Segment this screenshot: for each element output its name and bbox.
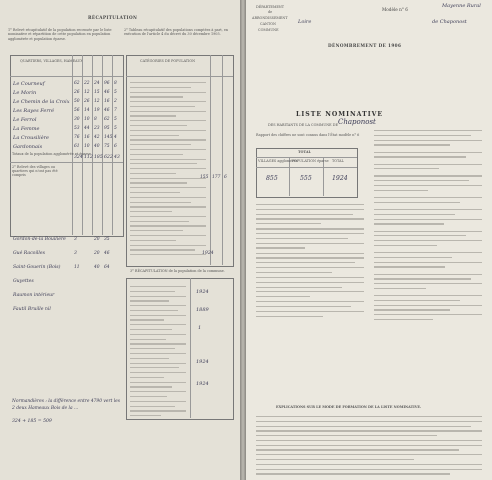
totals-col-1: VILLAGES agglomérés [258,159,298,163]
total-value-4: 622 [104,155,113,160]
village-value: 62 [74,81,80,86]
hand-department: Loire [298,19,312,25]
village-value: 10 [84,117,90,122]
village-name: Les Rayes Ferré [13,108,55,114]
village-name: La Crousilière [13,135,50,141]
village2-value: 46 [104,251,110,256]
village-name: Le Ferrol [13,117,37,123]
label-commune: COMMUNE [258,28,279,32]
village-value: 95 [104,126,110,131]
village-value: 61 [74,144,80,149]
recap-subtitle-1: 1° Relevé récapitulatif de la population recensée par le liste nominative et répartition de cette population en population agglomérée et population éparse. [8,28,112,41]
village-value: 145 [104,135,113,140]
village-value: 50 [74,99,80,104]
village-value: 56 [74,108,80,113]
totals-value-2: 555 [300,175,312,182]
village-value: 46 [104,90,110,95]
quartier-header: QUARTIERS, VILLAGES, HAMEAUX [20,59,83,63]
totals-box [256,148,358,198]
village-value: 5 [114,90,117,95]
village2-value: 3 [74,251,77,256]
recap-subtitle-2: 2° Tableau récapitulatif des populations comptées à part, en exécution de l'article 4 du décret du 30 décembre 1905. [124,28,229,37]
village-name: Le Courneuf [13,81,45,87]
village2-value: 11 [74,265,80,270]
totals-header: TOTAL [298,150,311,154]
village-value: 15 [94,90,100,95]
village-name: Le Morin [13,90,37,96]
village2-value: 40 [94,265,100,270]
village-value: 16 [84,135,90,140]
total-value-3: 185 [94,155,103,160]
recap-value-2: 1889 [196,307,209,313]
footnote-hand-2: 2 deux Hameaux Bois de la ... [12,406,79,411]
village-value: 23 [94,126,100,131]
village-value: 12 [94,99,100,104]
village2-value: 20 [94,237,100,242]
village-value: 44 [84,126,90,131]
label-de: de [268,10,273,14]
recap-population-title: 3° RÉCAPITULATION de la population de la commune. [130,269,225,273]
village2-value: 3 [74,237,77,242]
census-title: DÉNOMBREMENT DE 1906 [328,43,402,48]
village2-name: Gué Racoilles [13,251,45,256]
village-value: 46 [104,108,110,113]
village-value: 53 [74,126,80,131]
village-value: 7 [114,108,117,113]
recap-value-4: 1924 [196,359,209,365]
total-label: Totaux de la population agglomérée et éparse [12,152,91,156]
village-value: 22 [84,81,90,86]
village-value: 62 [104,117,110,122]
liste-title: LISTE NOMINATIVE [296,111,384,118]
village2-name: Raumon intérieur [13,293,55,298]
village-value: 26 [74,90,80,95]
village-name: Gardonnais [13,144,43,150]
village-value: 4 [114,135,117,140]
recap-value-5: 1924 [196,381,209,387]
village-value: 96 [104,81,110,86]
cat-total-2: 177 [212,175,221,180]
total-value-5: 43 [114,155,120,160]
village-value: 8 [94,117,97,122]
left-page [0,0,240,480]
right-page [246,0,492,480]
village-value: 19 [94,108,100,113]
model-label: Modèle n° 6 [382,7,408,12]
cat-grand-total: 1924 [202,251,214,256]
village2-value: 35 [104,237,110,242]
recap-value-1: 1924 [196,289,209,295]
instruction-title: EXPLICATIONS SUR LE MODE DE FORMATION DE LA LISTE NOMINATIVE. [276,405,422,409]
village-value: 30 [74,117,80,122]
village2-name: Fautil Bruille nil [13,307,51,312]
village-value: 24 [94,81,100,86]
commune-hand: Chaponost [338,118,376,126]
categories-header: CATÉGORIES DE POPULATION [140,59,196,63]
village2-value: 20 [94,251,100,256]
footnote-hand-3: 324 + 185 = 509 [12,419,52,424]
village-value: 42 [94,135,100,140]
totals-value-3: 1924 [332,175,348,182]
village2-name: Gordon-de-la Bouilière [13,237,66,242]
label-canton: CANTON [260,22,277,26]
totals-col-3: TOTAL [332,159,344,163]
village-value: 10 [84,144,90,149]
label-department: DÉPARTEMENT [256,5,285,9]
village-value: 40 [94,144,100,149]
liste-subtitle: DES HABITANTS DE LA COMMUNE DE [268,123,338,127]
corner-hand-top: Mayenne Rural [442,3,481,9]
village2-name: Guyettes [13,279,34,284]
recap-value-3: 1 [198,325,202,331]
village-value: 2 [114,99,117,104]
footnote-hand-1: Normandières : la différence entre 4790 vert les [12,399,120,404]
cat-total-3: 6 [224,175,227,180]
village-value: 16 [104,99,110,104]
village2-name: Saint-Gouerin (Bois) [13,265,61,270]
recap-title: RÉCAPITULATION [88,15,138,20]
village-name: La Femme [13,126,40,132]
total-value-1: 324 [74,155,83,160]
cat-total-1: 155 [200,175,209,180]
totals-col-2: POPULATION éparse [292,159,329,163]
village-name: Le Chemin de la Croix [13,99,70,105]
rapport-label: Rapport des chiffres ne sont connus dans l'État modèle n° 6 [256,133,360,137]
village-value: 12 [84,90,90,95]
hand-canton: de Chaponost [432,19,467,25]
village-value: 14 [84,108,90,113]
village-value: 8 [114,81,117,86]
totals-value-1: 855 [266,175,278,182]
label-arrondissement: ARRONDISSEMENT [252,16,288,20]
section2-note: 2° Relevé des villages ou quartiers qui n'ont pas été compris [12,165,58,178]
total-value-2: 112 [84,155,93,160]
village-value: 76 [74,135,80,140]
village-value: 26 [84,99,90,104]
village-value: 75 [104,144,110,149]
village-value: 5 [114,117,117,122]
village-value: 6 [114,144,117,149]
village-value: 5 [114,126,117,131]
village2-value: 64 [104,265,110,270]
